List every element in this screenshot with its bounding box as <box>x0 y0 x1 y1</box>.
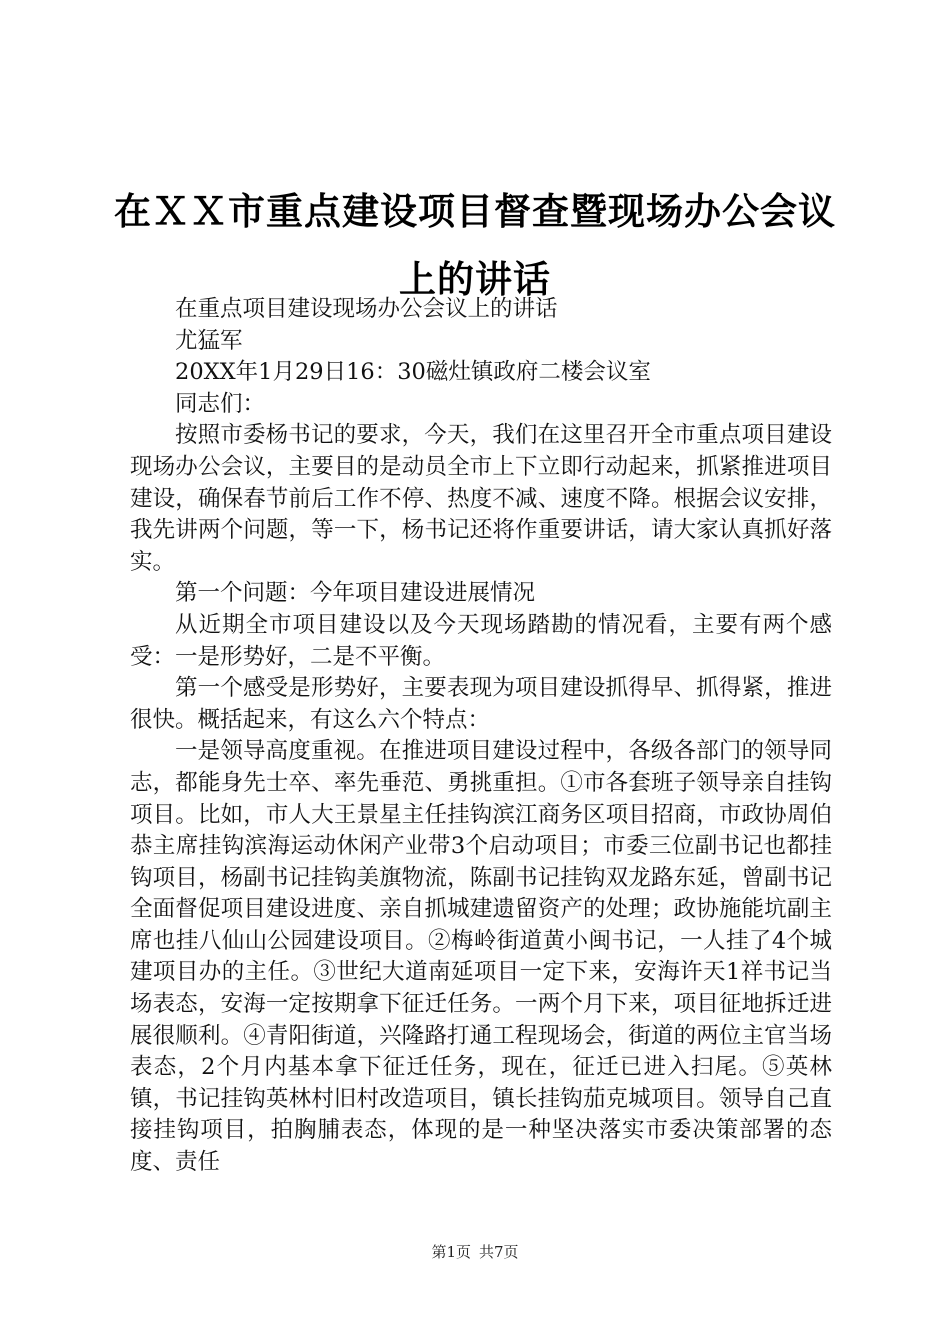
paragraph: 从近期全市项目建设以及今天现场踏勘的情况看，主要有两个感受：一是形势好，二是不平衡。 <box>130 611 832 670</box>
page-footer <box>0 1242 950 1262</box>
paragraph-salutation: 同志们： <box>175 390 266 417</box>
page-number: 第1页 <box>431 1243 471 1261</box>
page-total: 共7页 <box>479 1243 519 1261</box>
paragraph-speaker: 尤猛军 <box>175 327 243 354</box>
paragraph-heading: 第一个问题：今年项目建设进展情况 <box>175 580 536 607</box>
paragraph: 第一个感受是形势好，主要表现为项目建设抓得早、抓得紧，推进很快。概括起来，有这么六个特点： <box>130 675 832 733</box>
paragraph: 一是领导高度重视。在推进项目建设过程中，各级各部门的领导同志，都能身先士卒、率先垂范、勇挑重担。①市各套班子领导亲自挂钩项目。比如，市人大王景星主任挂钩滨江商务区项目招商，市政协周伯恭主席挂钩滨海运动休闲产业带3个启动项目；市委三位副书记也都挂钩项目，杨副书记挂钩美旗物流，陈副书记挂钩双龙路东延，曾副书记全面督促项目建设进度、亲自抓城建遗留资产的处理；政协施能坑副主席也挂八仙山公园建设项目。②梅岭街道黄小闽书记，一人挂了4个城建项目办的主任。③世纪大道南延项目一定下来，安海许天1祥书记当场表态，安海一定按期拿下征迁任务。一两个月下来，项目征地拆迁进展很顺利。④青阳街道，兴隆路打通工程现场会，街道的两位主官当场表态，2个月内基本拿下征迁任务，现在，征迁已进入扫尾。⑤英林镇，书记挂钩英林村旧村改造项目，镇长挂钩茄克城项目。领导自己直接挂钩项目，拍胸脯表态，体现的是一种坚决落实市委决策部署的态度、责任 <box>130 738 832 1176</box>
paragraph-subtitle: 在重点项目建设现场办公会议上的讲话 <box>175 296 558 322</box>
document-body <box>130 294 832 1179</box>
paragraph: 按照市委杨书记的要求，今天，我们在这里召开全市重点项目建设现场办公会议，主要目的是动员全市上下立即行动起来，抓紧推进项目建设，确保春节前后工作不停、热度不减、速度不降。根据会议安排，我先讲两个问题，等一下，杨书记还将作重要讲话，请大家认真抓好落实。 <box>130 422 832 575</box>
paragraph-date-location: 20XX年1月29日16：30磁灶镇政府二楼会议室 <box>175 359 651 386</box>
document-title: 在ＸＸ市重点建设项目督查暨现场办公会议上的讲话 <box>114 190 836 301</box>
